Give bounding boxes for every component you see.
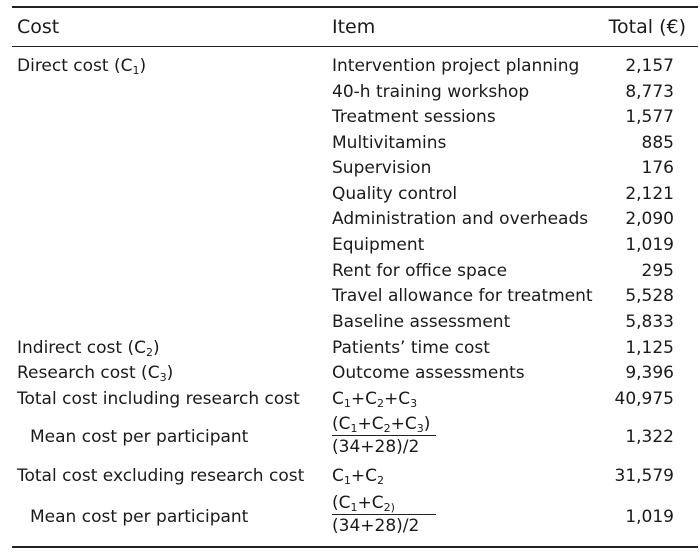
fraction-numerator: ($C_1+C_{2)}$ [332, 493, 395, 514]
table-top-rule [12, 6, 698, 8]
total-cell: 295 [641, 261, 674, 281]
total-cell: 5,833 [625, 312, 674, 332]
total-incl-formula: $C_1+C_2+C_3$ [332, 389, 418, 410]
item-cell: 40-h training workshop [332, 82, 530, 102]
total-cell: 1,019 [625, 235, 674, 255]
total-cell: 2,121 [625, 184, 674, 204]
fraction-denominator: (34+28)/2 [332, 516, 420, 536]
mean-incl-label: Mean cost per participant [30, 427, 249, 447]
item-cell: Administration and overheads [332, 209, 589, 229]
mean-excl-label: Mean cost per participant [30, 507, 249, 527]
total-cell: 885 [641, 133, 674, 153]
total-cell: 9,396 [625, 363, 674, 383]
header-cost: Cost [17, 16, 60, 38]
total-cell: 5,528 [625, 286, 674, 306]
item-cell: Outcome assessments [332, 363, 525, 383]
header-item: Item [332, 16, 376, 38]
item-cell: Treatment sessions [332, 107, 496, 127]
fraction-numerator: $(C_1+C_2+C_3)$ [332, 414, 431, 435]
total-cell: 176 [641, 158, 674, 178]
total-cell: 8,773 [625, 82, 674, 102]
item-cell: Baseline assessment [332, 312, 511, 332]
total-excl-label: Total cost excluding research cost [17, 466, 305, 486]
mean-incl-value: 1,322 [625, 427, 674, 447]
item-cell: Rent for office space [332, 261, 508, 281]
item-cell: Quality control [332, 184, 458, 204]
total-incl-value: 40,975 [614, 389, 674, 409]
total-incl-label: Total cost including research cost [17, 389, 300, 409]
item-cell: Equipment [332, 235, 425, 255]
table-bottom-rule [12, 546, 698, 548]
header-total: Total (€) [608, 16, 686, 38]
item-cell: Supervision [332, 158, 432, 178]
total-cell: 2,157 [625, 56, 674, 76]
item-cell: Intervention project planning [332, 56, 580, 76]
item-cell: Multivitamins [332, 133, 447, 153]
total-cell: 2,090 [625, 209, 674, 229]
total-cell: 1,577 [625, 107, 674, 127]
mean-excl-value: 1,019 [625, 507, 674, 527]
table-header-rule [12, 46, 698, 47]
item-cell: Travel allowance for treatment [332, 286, 593, 306]
fraction-bar [332, 435, 436, 436]
cost-label-direct: Direct cost $(C_1)$ [17, 56, 147, 77]
total-excl-formula: $C_1+C_2$ [332, 466, 384, 487]
cost-label-research: Research cost $(C_3)$ [17, 363, 174, 384]
cost-label-indirect: Indirect cost $(C_2)$ [17, 338, 160, 359]
fraction-denominator: (34+28)/2 [332, 437, 420, 457]
fraction-bar [332, 514, 436, 515]
total-cell: 1,125 [625, 338, 674, 358]
item-cell: Patients’ time cost [332, 338, 490, 358]
total-excl-value: 31,579 [614, 466, 674, 486]
